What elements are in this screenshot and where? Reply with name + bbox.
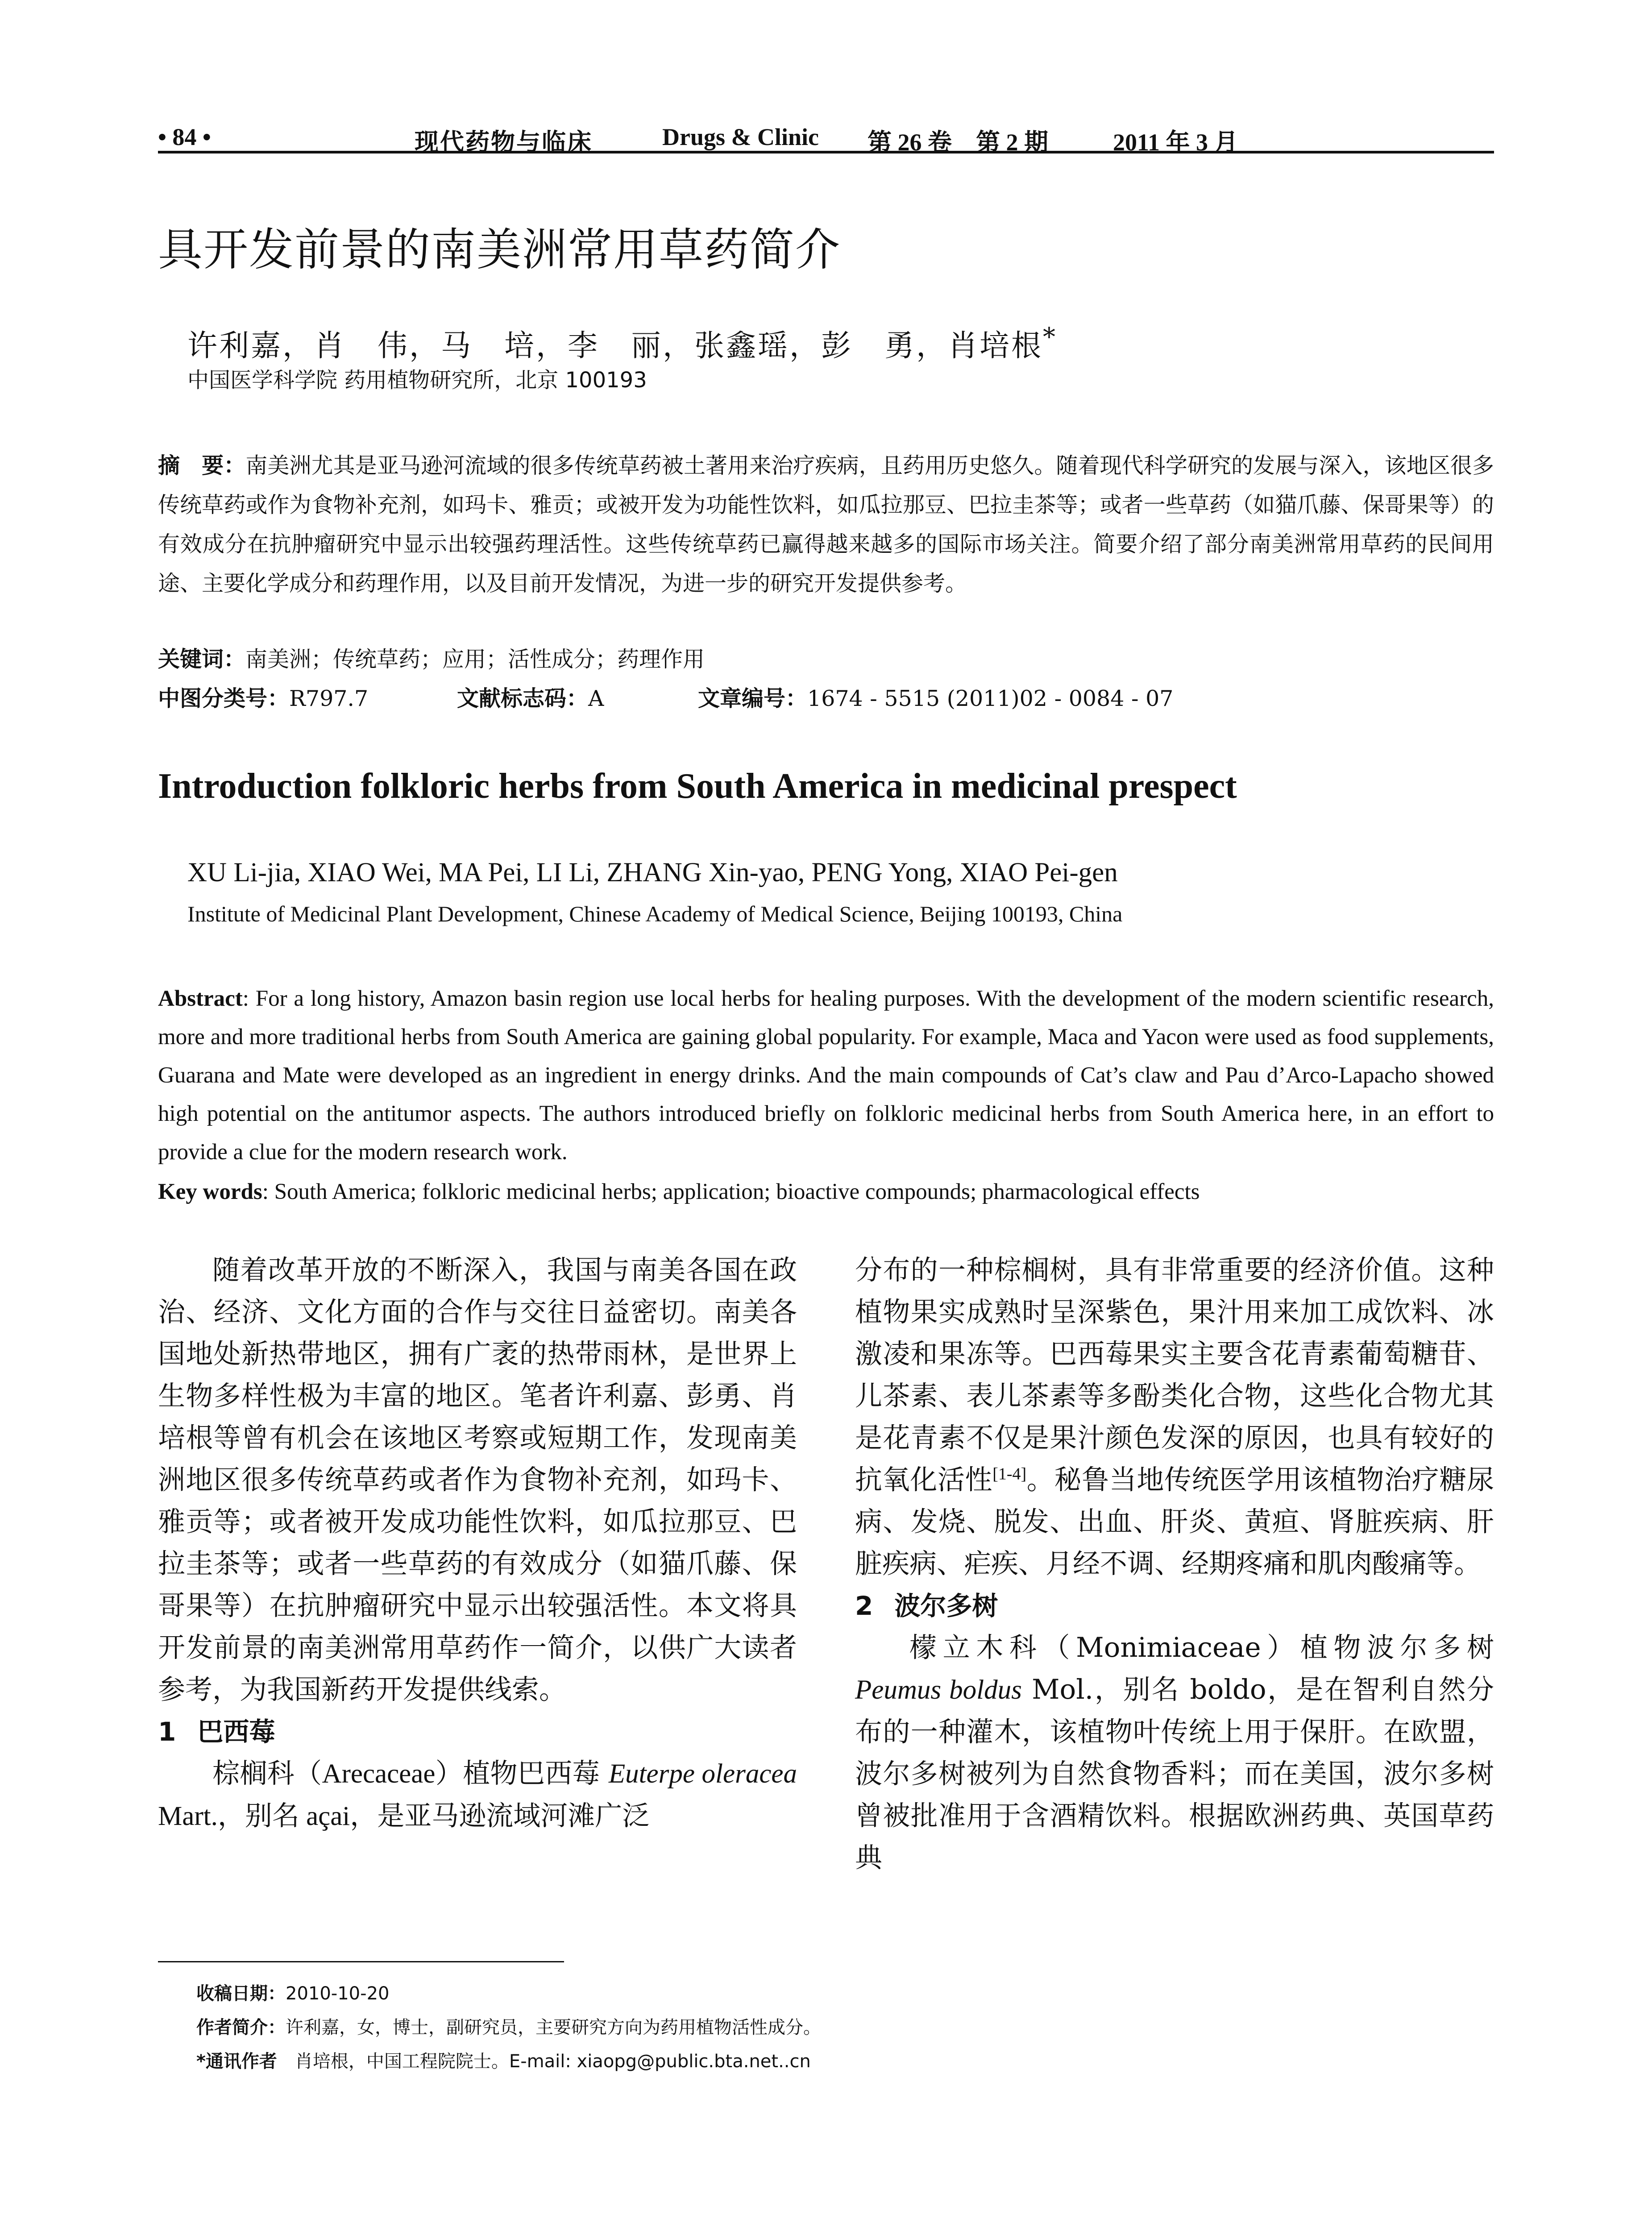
affiliation-en: Institute of Medicinal Plant Development, Chinese Academy of Medical Science, Beijing 100193, China — [187, 901, 1123, 926]
section-1-paragraph-start: 棕榈科（Arecaceae）植物巴西莓 Euterpe oleracea Mart.，别名 açai，是亚马逊流域河滩广泛 — [158, 1758, 797, 1831]
journal-name-en: Drugs & Clinic — [662, 124, 819, 150]
running-header — [158, 115, 1494, 156]
abstract-cn-label: 摘 要： — [158, 453, 246, 478]
section-1-number: 1 — [158, 1717, 176, 1747]
section-1-heading — [158, 1711, 797, 1753]
section-2-paragraph: 檬立木科（Monimiaceae）植物波尔多树 Peumus boldus Mol.，别名 boldo，是在智利自然分布的一种灌木，该植物叶传统上用于保肝。在欧盟，波尔多树被列为自然食物香料；而在美国，波尔多树曾被批准用于含酒精饮料。根据欧洲药典、英国草药典 — [855, 1632, 1494, 1874]
author-list-cn: 许利嘉，肖 伟，马 培，李 丽，张鑫瑶，彭 勇，肖培根 — [187, 328, 1043, 363]
latin-name-peumus: Peumus boldus — [855, 1675, 1022, 1705]
keywords-cn — [158, 640, 1494, 679]
keywords-cn-label: 关键词： — [158, 647, 246, 672]
section-1-paragraph-continued: 分布的一种棕榈树，具有非常重要的经济价值。这种植物果实成熟时呈深紫色，果汁用来加工成饮料、冰激凌和果冻等。巴西莓果实主要含花青素葡萄糖苷、儿茶素、表儿茶素等多酚类化合物，这些化合物尤其是花青素不仅是果汁颜色发深的原因，也具有较好的抗氧化活性[1-4]。秘鲁当地传统医学用该植物治疗糖尿病、发烧、脱发、出血、肝炎、黄疸、肾脏疾病、肝脏疾病、疟疾、月经不调、经期疼痛和肌肉酸痛等。 — [855, 1254, 1494, 1580]
authors-cn — [187, 319, 1437, 364]
footnote-author-bio: 作者简介：许利嘉，女，博士，副研究员，主要研究方向为药用植物活性成分。 — [196, 2017, 821, 2038]
keywords-en-label: Key words — [158, 1179, 262, 1204]
authors-en: XU Li-jia, XIAO Wei, MA Pei, LI Li, ZHANG Xin-yao, PENG Yong, XIAO Pei-gen — [187, 858, 1118, 887]
corresponding-mark: * — [1043, 323, 1057, 352]
footnote-rule — [158, 1961, 564, 1962]
journal-name-cn: 现代药物与临床 — [415, 129, 593, 156]
intro-paragraph: 随着改革开放的不断深入，我国与南美各国在政治、经济、文化方面的合作与交往日益密切。南美各国地处新热带地区，拥有广袤的热带雨林，是世界上生物多样性极为丰富的地区。笔者许利嘉、彭勇、肖培根等曾有机会在该地区考察或短期工作，发现南美洲地区很多传统草药或者作为食物补充剂，如玛卡、雅贡等；或者被开发成功能性饮料，如瓜拉那豆、巴拉圭茶等；或者一些草药的有效成分（如猫爪藤、保哥果等）在抗肿瘤研究中显示出较强活性。本文将具开发前景的南美洲常用草药作一简介，以供广大读者参考，为我国新药开发提供线索。 — [158, 1254, 797, 1705]
abstract-cn-text: 南美洲尤其是亚马逊河流域的很多传统草药被土著用来治疗疾病，且药用历史悠久。随着现代科学研究的发展与深入，该地区很多传统草药或作为食物补充剂，如玛卡、雅贡；或被开发为功能性饮料，如瓜拉那豆、巴拉圭茶等；或者一些草药（如猫爪藤、保哥果等）的有效成分在抗肿瘤研究中显示出较强药理活性。这些传统草药已赢得越来越多的国际市场关注。简要介绍了部分南美洲常用草药的民间用途、主要化学成分和药理作用，以及目前开发情况，为进一步的研究开发提供参考。 — [158, 453, 1494, 596]
document-code: 文献标志码：A — [457, 686, 604, 711]
volume-issue: 第 26 卷 第 2 期 — [868, 129, 1048, 156]
abstract-cn — [158, 446, 1494, 603]
keywords-cn-text: 南美洲；传统草药；应用；活性成分；药理作用 — [245, 647, 705, 672]
affiliation-cn: 中国医学科学院 药用植物研究所，北京 100193 — [187, 368, 647, 393]
article-number: 文章编号：1674 - 5515 (2011)02 - 0084 - 07 — [698, 686, 1174, 711]
page-number: • 84 • — [158, 124, 211, 150]
family-name: Arecaceae — [322, 1759, 436, 1789]
footnote-received-date: 收稿日期：2010-10-20 — [196, 1983, 390, 2004]
section-1-title: 巴西莓 — [197, 1717, 275, 1747]
keywords-en — [158, 1173, 1494, 1211]
section-2-number: 2 — [855, 1591, 873, 1621]
article-title-en: Introduction folkloric herbs from South America in medicinal prespect — [158, 767, 1237, 806]
section-2-heading — [855, 1585, 1494, 1627]
abstract-en — [158, 979, 1494, 1171]
clc-number: 中图分类号：R797.7 — [158, 686, 369, 711]
keywords-en-text: : South America; folkloric medicinal herbs; application; bioactive compounds; pharmacological effects — [262, 1179, 1200, 1204]
section-2-title: 波尔多树 — [894, 1591, 998, 1621]
body-column-left — [158, 1249, 797, 1837]
publication-date: 2011 年 3 月 — [1113, 129, 1238, 156]
latin-name-euterpe: Euterpe oleracea — [608, 1759, 797, 1789]
abstract-en-label: Abstract — [158, 986, 243, 1011]
article-title-cn: 具开发前景的南美洲常用草药简介 — [158, 224, 841, 276]
classification-line — [158, 679, 1494, 718]
body-column-right — [855, 1249, 1494, 1879]
footnote-corresponding-author: *通讯作者 肖培根，中国工程院院士。E-mail: xiaopg@public.bta.net..cn — [196, 2051, 811, 2072]
abstract-en-text: : For a long history, Amazon basin region use local herbs for healing purposes. With the development of the modern scientific research, more and more traditional herbs from South America are gaining global popularity. For example, Maca and Yacon were used as food supplements, Guarana and Mate were developed as an ingredient in energy drinks. And the main compounds of Cat’s claw and Pau d’Arco-Lapacho showed high potential on the antitumor aspects. The authors introduced briefly on folkloric medicinal herbs from South America here, in an effort to provide a clue for the modern research work. — [158, 986, 1494, 1165]
citation-ref: [1-4] — [992, 1464, 1027, 1484]
